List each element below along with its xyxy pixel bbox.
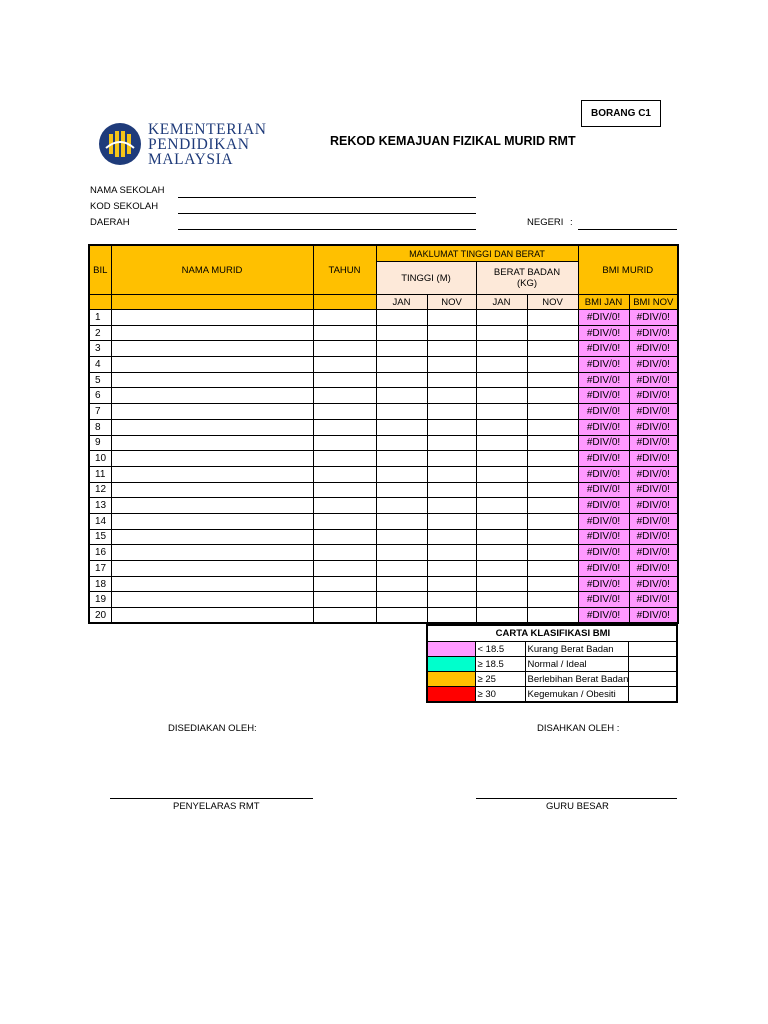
- nama-murid-cell[interactable]: [111, 576, 313, 592]
- header-tinggi-nov: NOV: [427, 295, 476, 310]
- tinggi-nov-cell[interactable]: [427, 545, 476, 561]
- table-row: [89, 466, 678, 482]
- logo-text-line-2: PENDIDIKAN: [148, 136, 250, 153]
- tinggi-jan-cell[interactable]: [376, 310, 427, 326]
- bmi-nov-cell: #DIV/0!: [629, 451, 678, 467]
- berat-nov-cell[interactable]: [527, 529, 578, 545]
- left-signature-line[interactable]: [110, 798, 313, 799]
- header-tinggi-jan: JAN: [376, 295, 427, 310]
- bmi-jan-cell: #DIV/0!: [578, 372, 629, 388]
- bmi-nov-cell: #DIV/0!: [629, 608, 678, 624]
- nama-murid-cell[interactable]: [111, 404, 313, 420]
- kod-sekolah-line[interactable]: [178, 213, 476, 214]
- ministry-logo: [96, 104, 267, 176]
- bmi-jan-cell: #DIV/0!: [578, 529, 629, 545]
- bil-cell: 20: [89, 608, 111, 624]
- bmi-jan-cell: #DIV/0!: [578, 513, 629, 529]
- nama-sekolah-label: NAMA SEKOLAH: [90, 185, 165, 196]
- table-row: [89, 482, 678, 498]
- tinggi-jan-cell[interactable]: [376, 545, 427, 561]
- tahun-cell[interactable]: [313, 498, 376, 514]
- berat-jan-cell[interactable]: [476, 466, 527, 482]
- legend-range: ≥ 18.5: [475, 657, 525, 672]
- berat-nov-cell[interactable]: [527, 357, 578, 373]
- header-tinggi: TINGGI (M): [376, 262, 476, 295]
- nama-murid-cell[interactable]: [111, 325, 313, 341]
- nama-murid-cell[interactable]: [111, 529, 313, 545]
- nama-murid-cell[interactable]: [111, 592, 313, 608]
- legend-row: [427, 672, 677, 687]
- header-nama-cont: [111, 295, 313, 310]
- legend-color-swatch: [427, 642, 475, 657]
- tinggi-nov-cell[interactable]: [427, 341, 476, 357]
- legend-label: Kegemukan / Obesiti: [525, 687, 629, 703]
- tahun-cell[interactable]: [313, 592, 376, 608]
- berat-nov-cell[interactable]: [527, 325, 578, 341]
- legend-extra-cell: [629, 687, 677, 703]
- bmi-jan-cell: #DIV/0!: [578, 592, 629, 608]
- negeri-label: NEGERI: [527, 217, 564, 228]
- bmi-nov-cell: #DIV/0!: [629, 529, 678, 545]
- guru-besar-label: GURU BESAR: [546, 801, 609, 812]
- bil-cell: 1: [89, 310, 111, 326]
- table-row: [89, 561, 678, 577]
- berat-nov-cell[interactable]: [527, 561, 578, 577]
- bmi-nov-cell: #DIV/0!: [629, 325, 678, 341]
- berat-jan-cell[interactable]: [476, 372, 527, 388]
- tinggi-nov-cell[interactable]: [427, 498, 476, 514]
- berat-jan-cell[interactable]: [476, 310, 527, 326]
- berat-nov-cell[interactable]: [527, 372, 578, 388]
- berat-jan-cell[interactable]: [476, 419, 527, 435]
- approved-by-label: DISAHKAN OLEH :: [537, 723, 620, 734]
- legend-title: CARTA KLASIFIKASI BMI: [427, 625, 677, 642]
- berat-jan-cell[interactable]: [476, 592, 527, 608]
- bmi-nov-cell: #DIV/0!: [629, 341, 678, 357]
- nama-murid-cell[interactable]: [111, 310, 313, 326]
- header-bmi-nov: BMI NOV: [629, 295, 678, 310]
- tinggi-jan-cell[interactable]: [376, 576, 427, 592]
- bmi-nov-cell: #DIV/0!: [629, 310, 678, 326]
- tinggi-jan-cell[interactable]: [376, 482, 427, 498]
- legend-label: Berlebihan Berat Badan: [525, 672, 629, 687]
- tinggi-nov-cell[interactable]: [427, 357, 476, 373]
- tinggi-nov-cell[interactable]: [427, 451, 476, 467]
- tinggi-nov-cell[interactable]: [427, 529, 476, 545]
- tinggi-nov-cell[interactable]: [427, 388, 476, 404]
- tinggi-jan-cell[interactable]: [376, 529, 427, 545]
- nama-murid-cell[interactable]: [111, 513, 313, 529]
- prepared-by-label: DISEDIAKAN OLEH:: [168, 723, 257, 734]
- table-row: [89, 529, 678, 545]
- berat-nov-cell[interactable]: [527, 310, 578, 326]
- table-row: [89, 451, 678, 467]
- berat-jan-cell[interactable]: [476, 608, 527, 624]
- berat-jan-cell[interactable]: [476, 435, 527, 451]
- bmi-jan-cell: #DIV/0!: [578, 451, 629, 467]
- bmi-jan-cell: #DIV/0!: [578, 545, 629, 561]
- legend-row: [427, 642, 677, 657]
- bmi-nov-cell: #DIV/0!: [629, 357, 678, 373]
- legend-color-swatch: [427, 657, 475, 672]
- bmi-nov-cell: #DIV/0!: [629, 545, 678, 561]
- table-row: [89, 608, 678, 624]
- table-row: [89, 357, 678, 373]
- bmi-nov-cell: #DIV/0!: [629, 498, 678, 514]
- right-signature-line[interactable]: [476, 798, 677, 799]
- legend-range: ≥ 30: [475, 687, 525, 703]
- berat-jan-cell[interactable]: [476, 482, 527, 498]
- berat-nov-cell[interactable]: [527, 545, 578, 561]
- berat-nov-cell[interactable]: [527, 404, 578, 420]
- header-berat-line2: (KG): [516, 278, 538, 289]
- bil-cell: 2: [89, 325, 111, 341]
- berat-jan-cell[interactable]: [476, 513, 527, 529]
- header-bil: BIL: [89, 245, 111, 295]
- tinggi-jan-cell[interactable]: [376, 404, 427, 420]
- bil-cell: 6: [89, 388, 111, 404]
- bil-cell: 5: [89, 372, 111, 388]
- header-berat-jan: JAN: [476, 295, 527, 310]
- ministry-emblem-icon: [98, 122, 142, 166]
- tinggi-jan-cell[interactable]: [376, 498, 427, 514]
- tinggi-jan-cell[interactable]: [376, 466, 427, 482]
- legend-extra-cell: [629, 672, 677, 687]
- kod-sekolah-label: KOD SEKOLAH: [90, 201, 159, 212]
- tahun-cell[interactable]: [313, 310, 376, 326]
- table-row: [89, 388, 678, 404]
- tahun-cell[interactable]: [313, 561, 376, 577]
- berat-jan-cell[interactable]: [476, 404, 527, 420]
- berat-nov-cell[interactable]: [527, 451, 578, 467]
- berat-jan-cell[interactable]: [476, 451, 527, 467]
- tinggi-nov-cell[interactable]: [427, 608, 476, 624]
- tinggi-jan-cell[interactable]: [376, 325, 427, 341]
- bmi-jan-cell: #DIV/0!: [578, 608, 629, 624]
- legend-color-swatch: [427, 687, 475, 703]
- legend-label: Normal / Ideal: [525, 657, 629, 672]
- page-title: REKOD KEMAJUAN FIZIKAL MURID RMT: [330, 134, 576, 148]
- tinggi-nov-cell[interactable]: [427, 466, 476, 482]
- tinggi-jan-cell[interactable]: [376, 561, 427, 577]
- nama-murid-cell[interactable]: [111, 357, 313, 373]
- bil-cell: 14: [89, 513, 111, 529]
- table-row: [89, 592, 678, 608]
- tahun-cell[interactable]: [313, 341, 376, 357]
- tinggi-nov-cell[interactable]: [427, 372, 476, 388]
- tinggi-nov-cell[interactable]: [427, 592, 476, 608]
- tinggi-nov-cell[interactable]: [427, 513, 476, 529]
- berat-jan-cell[interactable]: [476, 529, 527, 545]
- tinggi-jan-cell[interactable]: [376, 388, 427, 404]
- bmi-jan-cell: #DIV/0!: [578, 435, 629, 451]
- tinggi-jan-cell[interactable]: [376, 341, 427, 357]
- legend-range: < 18.5: [475, 642, 525, 657]
- nama-murid-cell[interactable]: [111, 435, 313, 451]
- nama-sekolah-line[interactable]: [178, 197, 476, 198]
- negeri-line[interactable]: [578, 229, 677, 230]
- logo-text-line-1: KEMENTERIAN: [148, 121, 267, 138]
- berat-jan-cell[interactable]: [476, 576, 527, 592]
- form-code-box: BORANG C1: [581, 100, 661, 127]
- tinggi-nov-cell[interactable]: [427, 310, 476, 326]
- bmi-jan-cell: #DIV/0!: [578, 419, 629, 435]
- daerah-line[interactable]: [178, 229, 476, 230]
- bmi-nov-cell: #DIV/0!: [629, 561, 678, 577]
- bil-cell: 7: [89, 404, 111, 420]
- berat-jan-cell[interactable]: [476, 561, 527, 577]
- daerah-label: DAERAH: [90, 217, 130, 228]
- berat-jan-cell[interactable]: [476, 545, 527, 561]
- legend-color-swatch: [427, 672, 475, 687]
- berat-jan-cell[interactable]: [476, 388, 527, 404]
- table-row: [89, 545, 678, 561]
- bil-cell: 4: [89, 357, 111, 373]
- header-tahun: TAHUN: [313, 245, 376, 295]
- berat-nov-cell[interactable]: [527, 466, 578, 482]
- berat-nov-cell[interactable]: [527, 341, 578, 357]
- header-tahun-cont: [313, 295, 376, 310]
- bmi-nov-cell: #DIV/0!: [629, 404, 678, 420]
- berat-nov-cell[interactable]: [527, 435, 578, 451]
- legend-range: ≥ 25: [475, 672, 525, 687]
- berat-nov-cell[interactable]: [527, 419, 578, 435]
- legend-extra-cell: [629, 657, 677, 672]
- header-berat-line1: BERAT BADAN: [493, 267, 561, 278]
- header-maklumat: MAKLUMAT TINGGI DAN BERAT: [376, 245, 578, 262]
- tahun-cell[interactable]: [313, 513, 376, 529]
- tinggi-nov-cell[interactable]: [427, 435, 476, 451]
- logo-text-line-3: MALAYSIA: [148, 151, 234, 168]
- berat-jan-cell[interactable]: [476, 357, 527, 373]
- table-row: [89, 513, 678, 529]
- berat-nov-cell[interactable]: [527, 388, 578, 404]
- tahun-cell[interactable]: [313, 608, 376, 624]
- berat-nov-cell[interactable]: [527, 513, 578, 529]
- berat-nov-cell[interactable]: [527, 576, 578, 592]
- nama-murid-cell[interactable]: [111, 419, 313, 435]
- bmi-classification-chart: [426, 624, 678, 703]
- legend-row: [427, 657, 677, 672]
- bmi-nov-cell: #DIV/0!: [629, 388, 678, 404]
- tahun-cell[interactable]: [313, 482, 376, 498]
- tinggi-jan-cell[interactable]: [376, 592, 427, 608]
- tinggi-jan-cell[interactable]: [376, 435, 427, 451]
- nama-murid-cell[interactable]: [111, 341, 313, 357]
- bmi-jan-cell: #DIV/0!: [578, 404, 629, 420]
- nama-murid-cell[interactable]: [111, 498, 313, 514]
- table-row: [89, 325, 678, 341]
- bmi-nov-cell: #DIV/0!: [629, 466, 678, 482]
- bmi-jan-cell: #DIV/0!: [578, 466, 629, 482]
- bmi-nov-cell: #DIV/0!: [629, 419, 678, 435]
- bil-cell: 9: [89, 435, 111, 451]
- table-row: [89, 341, 678, 357]
- nama-murid-cell[interactable]: [111, 608, 313, 624]
- tahun-cell[interactable]: [313, 435, 376, 451]
- header-nama-murid: NAMA MURID: [111, 245, 313, 295]
- bil-cell: 10: [89, 451, 111, 467]
- bmi-jan-cell: #DIV/0!: [578, 357, 629, 373]
- table-row: [89, 372, 678, 388]
- tahun-cell[interactable]: [313, 372, 376, 388]
- bmi-jan-cell: #DIV/0!: [578, 341, 629, 357]
- tinggi-nov-cell[interactable]: [427, 404, 476, 420]
- tinggi-jan-cell[interactable]: [376, 357, 427, 373]
- tahun-cell[interactable]: [313, 576, 376, 592]
- penyelaras-rmt-label: PENYELARAS RMT: [173, 801, 260, 812]
- table-row: [89, 576, 678, 592]
- table-row: [89, 404, 678, 420]
- tahun-cell[interactable]: [313, 388, 376, 404]
- bmi-jan-cell: #DIV/0!: [578, 482, 629, 498]
- nama-murid-cell[interactable]: [111, 372, 313, 388]
- tahun-cell[interactable]: [313, 466, 376, 482]
- tahun-cell[interactable]: [313, 529, 376, 545]
- nama-murid-cell[interactable]: [111, 451, 313, 467]
- legend-extra-cell: [629, 642, 677, 657]
- bmi-jan-cell: #DIV/0!: [578, 498, 629, 514]
- bil-cell: 16: [89, 545, 111, 561]
- table-row: [89, 310, 678, 326]
- legend-label: Kurang Berat Badan: [525, 642, 629, 657]
- berat-nov-cell[interactable]: [527, 592, 578, 608]
- bmi-jan-cell: #DIV/0!: [578, 325, 629, 341]
- bil-cell: 13: [89, 498, 111, 514]
- bil-cell: 19: [89, 592, 111, 608]
- berat-jan-cell[interactable]: [476, 325, 527, 341]
- nama-murid-cell[interactable]: [111, 388, 313, 404]
- tahun-cell[interactable]: [313, 325, 376, 341]
- tinggi-nov-cell[interactable]: [427, 482, 476, 498]
- bmi-nov-cell: #DIV/0!: [629, 435, 678, 451]
- bil-cell: 12: [89, 482, 111, 498]
- tahun-cell[interactable]: [313, 419, 376, 435]
- nama-murid-cell[interactable]: [111, 545, 313, 561]
- bmi-nov-cell: #DIV/0!: [629, 592, 678, 608]
- header-bmi-murid: BMI MURID: [578, 245, 678, 295]
- tinggi-jan-cell[interactable]: [376, 419, 427, 435]
- bmi-jan-cell: #DIV/0!: [578, 310, 629, 326]
- header-berat-nov: NOV: [527, 295, 578, 310]
- tinggi-nov-cell[interactable]: [427, 325, 476, 341]
- bmi-nov-cell: #DIV/0!: [629, 372, 678, 388]
- tinggi-jan-cell[interactable]: [376, 608, 427, 624]
- table-row: [89, 435, 678, 451]
- berat-jan-cell[interactable]: [476, 341, 527, 357]
- bmi-nov-cell: #DIV/0!: [629, 513, 678, 529]
- bmi-nov-cell: #DIV/0!: [629, 482, 678, 498]
- berat-nov-cell[interactable]: [527, 608, 578, 624]
- tinggi-jan-cell[interactable]: [376, 372, 427, 388]
- negeri-colon: :: [570, 217, 573, 228]
- tinggi-nov-cell[interactable]: [427, 561, 476, 577]
- legend-row: [427, 687, 677, 703]
- tahun-cell[interactable]: [313, 451, 376, 467]
- header-bil-cont: [89, 295, 111, 310]
- bil-cell: 8: [89, 419, 111, 435]
- bil-cell: 18: [89, 576, 111, 592]
- header-bmi-jan: BMI JAN: [578, 295, 629, 310]
- berat-jan-cell[interactable]: [476, 498, 527, 514]
- tinggi-jan-cell[interactable]: [376, 513, 427, 529]
- bmi-jan-cell: #DIV/0!: [578, 388, 629, 404]
- tinggi-nov-cell[interactable]: [427, 419, 476, 435]
- bil-cell: 11: [89, 466, 111, 482]
- header-berat: [476, 262, 578, 295]
- bil-cell: 17: [89, 561, 111, 577]
- tahun-cell[interactable]: [313, 545, 376, 561]
- berat-nov-cell[interactable]: [527, 498, 578, 514]
- tahun-cell[interactable]: [313, 404, 376, 420]
- tinggi-nov-cell[interactable]: [427, 576, 476, 592]
- berat-nov-cell[interactable]: [527, 482, 578, 498]
- bil-cell: 15: [89, 529, 111, 545]
- bil-cell: 3: [89, 341, 111, 357]
- table-row: [89, 498, 678, 514]
- table-row: [89, 419, 678, 435]
- student-record-table: [88, 244, 679, 624]
- nama-murid-cell[interactable]: [111, 561, 313, 577]
- nama-murid-cell[interactable]: [111, 482, 313, 498]
- tinggi-jan-cell[interactable]: [376, 451, 427, 467]
- bmi-jan-cell: #DIV/0!: [578, 561, 629, 577]
- bmi-jan-cell: #DIV/0!: [578, 576, 629, 592]
- nama-murid-cell[interactable]: [111, 466, 313, 482]
- bmi-nov-cell: #DIV/0!: [629, 576, 678, 592]
- tahun-cell[interactable]: [313, 357, 376, 373]
